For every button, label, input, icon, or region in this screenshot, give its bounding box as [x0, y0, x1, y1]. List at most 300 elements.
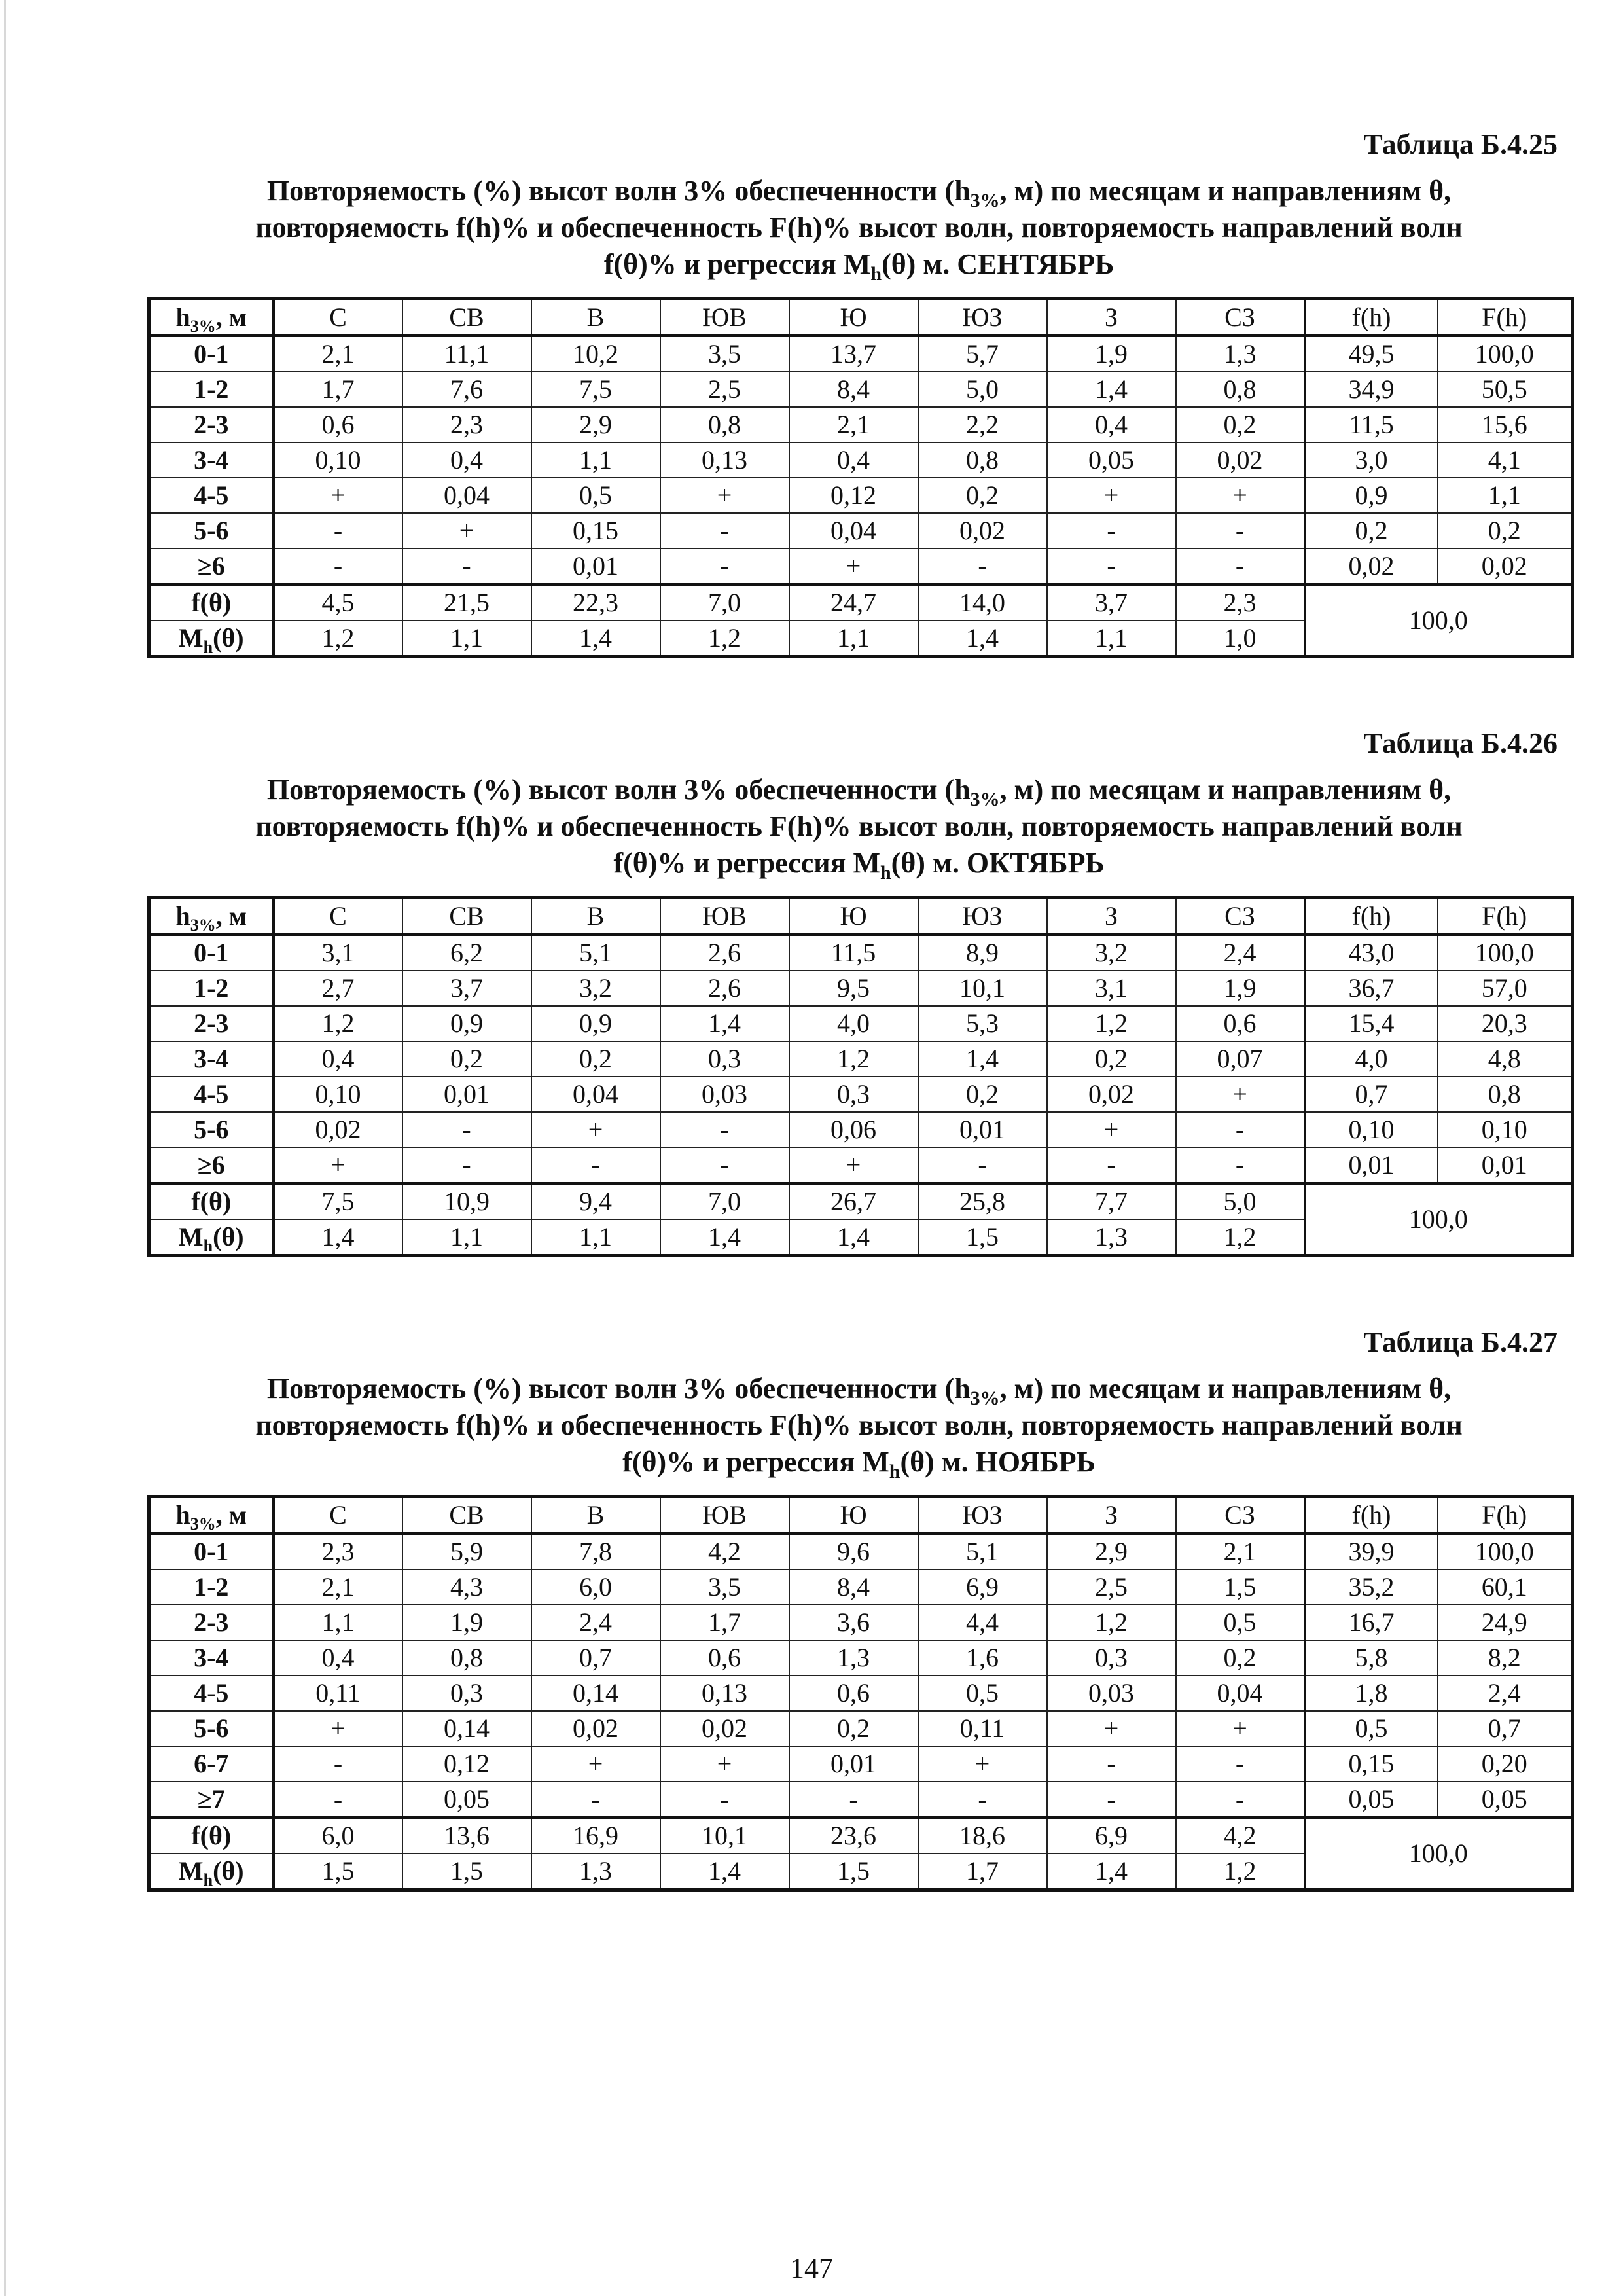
table-cell: 7,5 — [274, 1183, 402, 1219]
table-row — [149, 1746, 1573, 1782]
table-cell: 1,4 — [660, 1854, 789, 1890]
table-cell: - — [660, 1782, 789, 1818]
table-cell: 60,1 — [1438, 1570, 1573, 1605]
table-cell: - — [531, 1147, 660, 1183]
row-label: 1-2 — [149, 1570, 274, 1605]
table-cell: 3,5 — [660, 336, 789, 372]
table-cell: 4,2 — [660, 1534, 789, 1570]
table-cell: 0,07 — [1176, 1041, 1305, 1077]
column-header: f(h) — [1305, 299, 1438, 336]
table-row — [149, 971, 1573, 1006]
table-cell: - — [1176, 1782, 1305, 1818]
caption-line-2: повторяемость f(h)% и обеспеченность F(h)% высот волн, повторяемость направлений волн — [255, 1409, 1463, 1441]
table-cell: 0,12 — [402, 1746, 531, 1782]
caption-line-2: повторяемость f(h)% и обеспеченность F(h)% высот волн, повторяемость направлений волн — [255, 810, 1463, 842]
table-cell: 0,4 — [789, 442, 918, 478]
table-cell: - — [531, 1782, 660, 1818]
column-header: ЮВ — [660, 1497, 789, 1534]
table-cell: 6,0 — [531, 1570, 660, 1605]
f-theta-row — [149, 584, 1573, 620]
table-cell: 2,3 — [1176, 584, 1305, 620]
table-cell: 11,1 — [402, 336, 531, 372]
table-cell: 100,0 — [1438, 935, 1573, 971]
table-row — [149, 478, 1573, 513]
table-cell: 3,1 — [274, 935, 402, 971]
table-cell: 0,13 — [660, 442, 789, 478]
table-cell: + — [531, 1112, 660, 1147]
table-cell: 50,5 — [1438, 372, 1573, 407]
column-header: Ю — [789, 898, 918, 935]
total-cell: 100,0 — [1305, 1183, 1573, 1256]
table-cell: 0,7 — [531, 1640, 660, 1676]
table-cell: 5,8 — [1305, 1640, 1438, 1676]
table-cell: 0,3 — [402, 1676, 531, 1711]
column-header: ЮЗ — [918, 1497, 1047, 1534]
table-cell: 1,3 — [789, 1640, 918, 1676]
table-label: Таблица Б.4.25 — [1363, 128, 1558, 160]
table-cell: 0,5 — [531, 478, 660, 513]
row-label: 0-1 — [149, 935, 274, 971]
column-header: СЗ — [1176, 1497, 1305, 1534]
table-cell: 36,7 — [1305, 971, 1438, 1006]
table-cell: + — [1176, 1711, 1305, 1746]
table-cell: 0,11 — [918, 1711, 1047, 1746]
table-cell: 57,0 — [1438, 971, 1573, 1006]
table-cell: 1,5 — [1176, 1570, 1305, 1605]
table-cell: 3,1 — [1047, 971, 1176, 1006]
row-label: ≥6 — [149, 1147, 274, 1183]
table-cell: 43,0 — [1305, 935, 1438, 971]
table-cell: 1,2 — [274, 620, 402, 657]
table-cell: 2,3 — [274, 1534, 402, 1570]
table-cell: 1,4 — [789, 1219, 918, 1256]
table-cell: 0,4 — [274, 1041, 402, 1077]
table-cell: 1,4 — [274, 1219, 402, 1256]
table-cell: 0,5 — [1305, 1711, 1438, 1746]
table-cell: 0,02 — [1305, 548, 1438, 584]
table-cell: 7,0 — [660, 584, 789, 620]
table-cell: 100,0 — [1438, 336, 1573, 372]
wave-height-table — [147, 896, 1574, 1257]
column-header: СВ — [402, 898, 531, 935]
column-header: СЗ — [1176, 898, 1305, 935]
table-row — [149, 1570, 1573, 1605]
table-cell: 2,2 — [918, 407, 1047, 442]
caption-line-2: повторяемость f(h)% и обеспеченность F(h)% высот волн, повторяемость направлений волн — [255, 211, 1463, 243]
table-row — [149, 1077, 1573, 1112]
table-cell: 15,4 — [1305, 1006, 1438, 1041]
table-cell: + — [274, 1147, 402, 1183]
table-cell: 0,2 — [789, 1711, 918, 1746]
table-cell: 49,5 — [1305, 336, 1438, 372]
table-cell: 1,7 — [918, 1854, 1047, 1890]
header-row — [149, 299, 1573, 336]
table-cell: 0,6 — [1176, 1006, 1305, 1041]
table-cell: 24,7 — [789, 584, 918, 620]
table-cell: 0,01 — [1305, 1147, 1438, 1183]
wave-height-table — [147, 1495, 1574, 1892]
table-cell: - — [402, 1112, 531, 1147]
table-row — [149, 1534, 1573, 1570]
table-cell: 0,02 — [1438, 548, 1573, 584]
table-cell: 0,5 — [918, 1676, 1047, 1711]
table-cell: 9,4 — [531, 1183, 660, 1219]
table-cell: 4,2 — [1176, 1818, 1305, 1854]
table-cell: 24,9 — [1438, 1605, 1573, 1640]
table-cell: 1,2 — [1176, 1854, 1305, 1890]
table-cell: 0,8 — [402, 1640, 531, 1676]
table-cell: + — [402, 513, 531, 548]
table-cell: 0,6 — [660, 1640, 789, 1676]
table-cell: 0,9 — [402, 1006, 531, 1041]
table-cell: 1,2 — [1047, 1605, 1176, 1640]
table-cell: 0,3 — [789, 1077, 918, 1112]
column-header: ЮЗ — [918, 898, 1047, 935]
table-cell: 13,7 — [789, 336, 918, 372]
table-cell: - — [660, 1147, 789, 1183]
table-cell: + — [1047, 1711, 1176, 1746]
table-cell: 1,1 — [531, 1219, 660, 1256]
table-cell: 5,0 — [1176, 1183, 1305, 1219]
table-cell: 3,6 — [789, 1605, 918, 1640]
table-cell: 0,05 — [1305, 1782, 1438, 1818]
table-cell: 7,8 — [531, 1534, 660, 1570]
table-cell: 0,06 — [789, 1112, 918, 1147]
table-cell: - — [274, 513, 402, 548]
table-cell: 5,1 — [918, 1534, 1047, 1570]
table-cell: 0,8 — [1176, 372, 1305, 407]
table-cell: - — [1047, 1746, 1176, 1782]
table-cell: 1,2 — [789, 1041, 918, 1077]
table-cell: 5,0 — [918, 372, 1047, 407]
column-header: СЗ — [1176, 299, 1305, 336]
row-label: 5-6 — [149, 1711, 274, 1746]
row-label: 5-6 — [149, 513, 274, 548]
row-label: 1-2 — [149, 372, 274, 407]
table-row — [149, 1112, 1573, 1147]
row-label: $M_h(\theta)$ — [149, 1219, 274, 1256]
column-header: f(h) — [1305, 1497, 1438, 1534]
table-row — [149, 1605, 1573, 1640]
row-label: 4-5 — [149, 478, 274, 513]
column-header: С — [274, 1497, 402, 1534]
table-row — [149, 1782, 1573, 1818]
column-header: СВ — [402, 299, 531, 336]
column-header: $h_{3\%}$, м — [149, 1497, 274, 1534]
table-cell: 0,02 — [1176, 442, 1305, 478]
table-cell: + — [531, 1746, 660, 1782]
table-row — [149, 336, 1573, 372]
table-cell: 3,0 — [1305, 442, 1438, 478]
column-header: В — [531, 898, 660, 935]
table-cell: 0,15 — [1305, 1746, 1438, 1782]
header-row — [149, 898, 1573, 935]
table-cell: 1,4 — [918, 620, 1047, 657]
table-cell: 1,2 — [660, 620, 789, 657]
table-cell: + — [1047, 478, 1176, 513]
table-cell: 16,7 — [1305, 1605, 1438, 1640]
row-label: 2-3 — [149, 407, 274, 442]
table-cell: 34,9 — [1305, 372, 1438, 407]
table-cell: 0,04 — [531, 1077, 660, 1112]
column-header: Ю — [789, 299, 918, 336]
table-cell: 2,9 — [1047, 1534, 1176, 1570]
table-cell: 0,4 — [274, 1640, 402, 1676]
table-cell: 0,01 — [1438, 1147, 1573, 1183]
table-cell: 5,9 — [402, 1534, 531, 1570]
table-cell: 0,8 — [918, 442, 1047, 478]
row-label: 0-1 — [149, 1534, 274, 1570]
scan-edge-line — [4, 0, 6, 2296]
table-cell: 0,02 — [531, 1711, 660, 1746]
column-header: f(h) — [1305, 898, 1438, 935]
table-cell: - — [402, 548, 531, 584]
table-cell: 100,0 — [1438, 1534, 1573, 1570]
table-cell: - — [1176, 1112, 1305, 1147]
table-cell: + — [660, 478, 789, 513]
f-theta-row — [149, 1183, 1573, 1219]
table-cell: 0,10 — [1305, 1112, 1438, 1147]
table-cell: + — [1176, 478, 1305, 513]
caption-line-1: Повторяемость (%) высот волн 3% обеспеченности ($h_{3\%}$, м) по месяцам и направлениям θ, — [266, 774, 1452, 810]
table-cell: 14,0 — [918, 584, 1047, 620]
table-cell: 7,5 — [531, 372, 660, 407]
table-cell: 15,6 — [1438, 407, 1573, 442]
table-cell: 35,2 — [1305, 1570, 1438, 1605]
table-row — [149, 935, 1573, 971]
row-label: f(θ) — [149, 1818, 274, 1854]
column-header: F(h) — [1438, 1497, 1573, 1534]
table-row — [149, 442, 1573, 478]
table-row — [149, 513, 1573, 548]
table-cell: 0,03 — [660, 1077, 789, 1112]
table-cell: 1,4 — [660, 1006, 789, 1041]
table-row — [149, 1711, 1573, 1746]
table-cell: 0,2 — [1047, 1041, 1176, 1077]
table-cell: 10,1 — [918, 971, 1047, 1006]
table-cell: 0,01 — [918, 1112, 1047, 1147]
table-cell: + — [918, 1746, 1047, 1782]
table-cell: 25,8 — [918, 1183, 1047, 1219]
table-cell: 1,4 — [660, 1219, 789, 1256]
table-cell: - — [918, 1782, 1047, 1818]
table-row — [149, 372, 1573, 407]
table-cell: 11,5 — [1305, 407, 1438, 442]
row-label: 3-4 — [149, 442, 274, 478]
row-label: ≥7 — [149, 1782, 274, 1818]
table-cell: 0,04 — [1176, 1676, 1305, 1711]
table-cell: - — [660, 513, 789, 548]
table-cell: 0,4 — [402, 442, 531, 478]
table-cell: 0,2 — [1176, 1640, 1305, 1676]
table-cell: 1,3 — [1176, 336, 1305, 372]
table-cell: 0,2 — [918, 478, 1047, 513]
table-row — [149, 1041, 1573, 1077]
table-cell: 2,7 — [274, 971, 402, 1006]
table-cell: 39,9 — [1305, 1534, 1438, 1570]
caption-line-1: Повторяемость (%) высот волн 3% обеспеченности ($h_{3\%}$, м) по месяцам и направлениям θ, — [266, 1372, 1452, 1409]
table-cell: 0,02 — [660, 1711, 789, 1746]
column-header: З — [1047, 1497, 1176, 1534]
table-cell: 1,1 — [402, 1219, 531, 1256]
table-cell: 0,6 — [789, 1676, 918, 1711]
table-cell: 9,6 — [789, 1534, 918, 1570]
table-cell: 2,4 — [1176, 935, 1305, 971]
column-header: С — [274, 299, 402, 336]
row-label: 2-3 — [149, 1605, 274, 1640]
row-label: 4-5 — [149, 1077, 274, 1112]
table-cell: - — [1047, 1147, 1176, 1183]
table-cell: 0,03 — [1047, 1676, 1176, 1711]
table-cell: - — [1047, 1782, 1176, 1818]
row-label: 6-7 — [149, 1746, 274, 1782]
table-cell: 18,6 — [918, 1818, 1047, 1854]
table-cell: + — [1047, 1112, 1176, 1147]
table-cell: 0,13 — [660, 1676, 789, 1711]
table-cell: 21,5 — [402, 584, 531, 620]
table-cell: 0,01 — [531, 548, 660, 584]
table-cell: + — [789, 1147, 918, 1183]
table-row — [149, 407, 1573, 442]
table-cell: 26,7 — [789, 1183, 918, 1219]
table-cell: 1,2 — [1176, 1219, 1305, 1256]
table-cell: 7,7 — [1047, 1183, 1176, 1219]
table-cell: 0,01 — [789, 1746, 918, 1782]
table-cell: 0,2 — [1176, 407, 1305, 442]
row-label: f(θ) — [149, 584, 274, 620]
table-cell: 1,9 — [1047, 336, 1176, 372]
table-cell: 0,10 — [274, 1077, 402, 1112]
row-label: f(θ) — [149, 1183, 274, 1219]
table-cell: 2,1 — [1176, 1534, 1305, 1570]
table-row — [149, 1676, 1573, 1711]
table-section-september — [147, 128, 1571, 658]
table-cell: 6,9 — [1047, 1818, 1176, 1854]
table-cell: 16,9 — [531, 1818, 660, 1854]
table-cell: 5,3 — [918, 1006, 1047, 1041]
wave-height-table — [147, 297, 1574, 658]
table-cell: 2,9 — [531, 407, 660, 442]
row-label: 2-3 — [149, 1006, 274, 1041]
table-cell: 0,7 — [1305, 1077, 1438, 1112]
column-header: ЮЗ — [918, 299, 1047, 336]
table-cell: - — [1047, 548, 1176, 584]
table-cell: - — [789, 1782, 918, 1818]
table-cell: 23,6 — [789, 1818, 918, 1854]
table-cell: 4,5 — [274, 584, 402, 620]
caption-line-3: f(θ)% и регрессия $M_h(\theta)$ м. СЕНТЯБРЬ — [603, 248, 1115, 285]
table-label: Таблица Б.4.27 — [1363, 1326, 1558, 1358]
table-row — [149, 1006, 1573, 1041]
table-cell: 2,5 — [1047, 1570, 1176, 1605]
table-cell: 0,05 — [1438, 1782, 1573, 1818]
table-cell: 0,02 — [918, 513, 1047, 548]
row-label: 0-1 — [149, 336, 274, 372]
table-cell: 3,2 — [531, 971, 660, 1006]
table-cell: 3,7 — [1047, 584, 1176, 620]
column-header: С — [274, 898, 402, 935]
table-cell: 4,0 — [789, 1006, 918, 1041]
table-cell: 1,4 — [1047, 372, 1176, 407]
table-cell: + — [274, 478, 402, 513]
table-cell: 1,3 — [531, 1854, 660, 1890]
table-cell: 1,9 — [1176, 971, 1305, 1006]
table-cell: 8,9 — [918, 935, 1047, 971]
table-cell: 1,5 — [274, 1854, 402, 1890]
caption-line-1: Повторяемость (%) высот волн 3% обеспеченности ($h_{3\%}$, м) по месяцам и направлениям θ, — [266, 175, 1452, 211]
table-cell: 0,12 — [789, 478, 918, 513]
column-header: СВ — [402, 1497, 531, 1534]
table-cell: 0,14 — [402, 1711, 531, 1746]
table-cell: 0,15 — [531, 513, 660, 548]
table-cell: 4,1 — [1438, 442, 1573, 478]
table-row — [149, 1147, 1573, 1183]
table-cell: 0,04 — [789, 513, 918, 548]
table-cell: 0,02 — [274, 1112, 402, 1147]
column-header: $h_{3\%}$, м — [149, 299, 274, 336]
table-cell: - — [918, 548, 1047, 584]
row-label: 5-6 — [149, 1112, 274, 1147]
table-cell: 1,5 — [789, 1854, 918, 1890]
column-header: F(h) — [1438, 299, 1573, 336]
table-cell: 0,2 — [1305, 513, 1438, 548]
table-cell: 1,1 — [789, 620, 918, 657]
column-header: $h_{3\%}$, м — [149, 898, 274, 935]
total-cell: 100,0 — [1305, 1818, 1573, 1890]
table-cell: 0,14 — [531, 1676, 660, 1711]
table-cell: - — [274, 1782, 402, 1818]
table-cell: 1,1 — [531, 442, 660, 478]
table-cell: 0,10 — [274, 442, 402, 478]
header-row — [149, 1497, 1573, 1534]
table-cell: - — [1176, 1746, 1305, 1782]
table-cell: 10,1 — [660, 1818, 789, 1854]
page-number: 147 — [790, 2252, 833, 2284]
table-cell: 2,5 — [660, 372, 789, 407]
table-cell: 0,4 — [1047, 407, 1176, 442]
table-cell: 1,5 — [402, 1854, 531, 1890]
table-cell: 1,1 — [1047, 620, 1176, 657]
table-cell: 2,6 — [660, 935, 789, 971]
table-cell: 7,0 — [660, 1183, 789, 1219]
caption-line-3: f(θ)% и регрессия $M_h(\theta)$ м. НОЯБРЬ — [622, 1446, 1096, 1482]
column-header: З — [1047, 299, 1176, 336]
table-cell: 7,6 — [402, 372, 531, 407]
table-cell: 8,4 — [789, 372, 918, 407]
table-cell: 0,2 — [1438, 513, 1573, 548]
table-cell: 3,5 — [660, 1570, 789, 1605]
table-cell: 1,2 — [1047, 1006, 1176, 1041]
column-header: ЮВ — [660, 299, 789, 336]
table-row — [149, 1640, 1573, 1676]
table-cell: 13,6 — [402, 1818, 531, 1854]
table-cell: 9,5 — [789, 971, 918, 1006]
table-cell: 1,7 — [274, 372, 402, 407]
table-cell: - — [1176, 548, 1305, 584]
table-cell: 0,05 — [402, 1782, 531, 1818]
table-cell: 10,2 — [531, 336, 660, 372]
row-label: $M_h(\theta)$ — [149, 620, 274, 657]
table-cell: 10,9 — [402, 1183, 531, 1219]
table-cell: - — [1176, 1147, 1305, 1183]
table-cell: 2,1 — [274, 1570, 402, 1605]
table-cell: 0,8 — [1438, 1077, 1573, 1112]
table-cell: 0,5 — [1176, 1605, 1305, 1640]
table-row — [149, 548, 1573, 584]
table-cell: 1,7 — [660, 1605, 789, 1640]
table-cell: 6,0 — [274, 1818, 402, 1854]
table-caption — [147, 173, 1571, 283]
